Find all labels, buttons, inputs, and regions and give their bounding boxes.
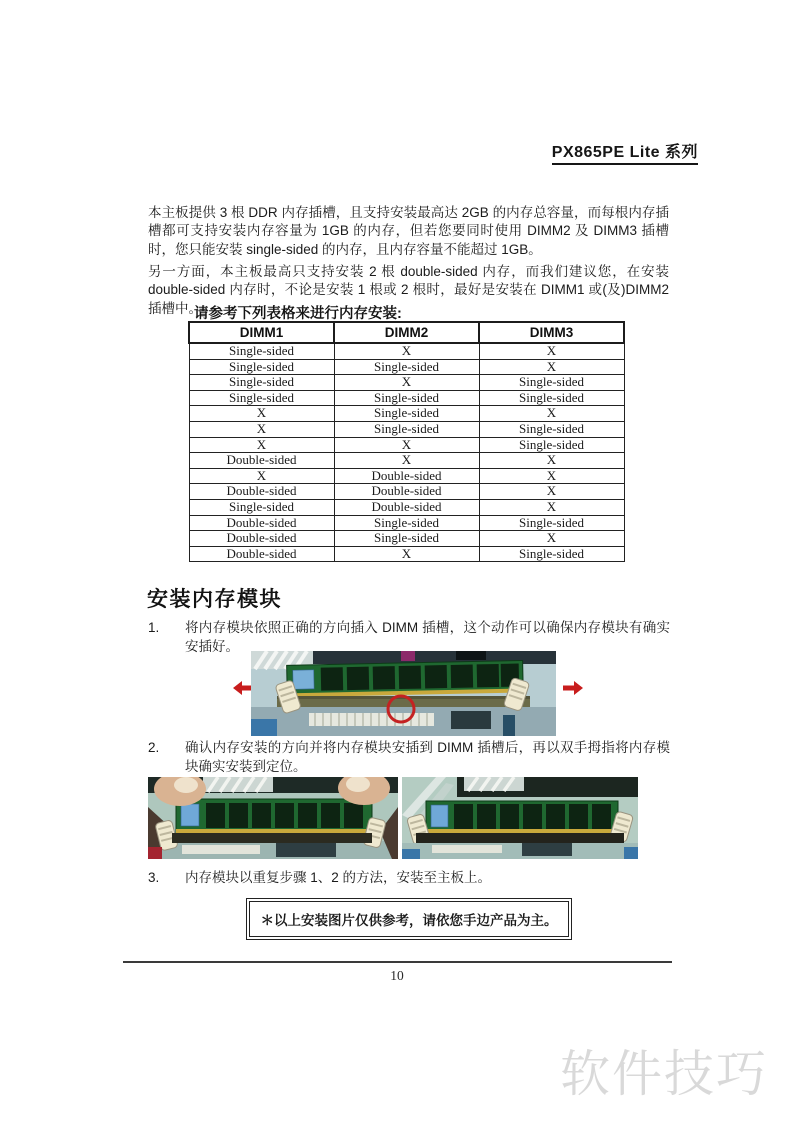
table-cell: X [189, 437, 334, 453]
table-cell: X [189, 406, 334, 422]
table-cell: X [334, 453, 479, 469]
table-cell: Single-sided [189, 359, 334, 375]
table-cell: Single-sided [334, 531, 479, 547]
install-step-3 [148, 869, 670, 888]
column-header: DIMM2 [334, 322, 479, 343]
step1-photo-block [233, 651, 583, 736]
table-cell: X [334, 375, 479, 391]
table-cell: Single-sided [189, 375, 334, 391]
table-body [189, 343, 624, 562]
table-cell: Single-sided [334, 421, 479, 437]
step-number: 2. [148, 740, 160, 755]
table-cell: Double-sided [189, 484, 334, 500]
table-row [189, 531, 624, 547]
ram-module [176, 799, 372, 833]
table-cell: X [479, 499, 624, 515]
table-cell: X [334, 546, 479, 562]
table-cell: Single-sided [479, 546, 624, 562]
column-header: DIMM1 [189, 322, 334, 343]
table-cell: Single-sided [479, 515, 624, 531]
table-row [189, 421, 624, 437]
table-row [189, 453, 624, 469]
step2-photo-right [402, 777, 638, 859]
table-cell: Single-sided [334, 390, 479, 406]
step1-photo [251, 651, 556, 736]
intro-paragraph-1: 本主板提供 3 根 DDR 内存插槽，且支持安装最高达 2GB 的内存总容量，而每根内存插槽都可支持安装内存容量为 1GB 的内存，但若您要同时使用 DIMM2 及 DIMM3 插槽时，您只能安装 single-sided 的内存，且内存容量不能超过 1GB。 [148, 204, 669, 257]
table-cell: Double-sided [189, 546, 334, 562]
table-cell: X [189, 421, 334, 437]
table-caption: 请参考下列表格来进行内存安装: [194, 306, 402, 322]
step-number: 3. [148, 870, 160, 885]
page-title: PX865PE Lite 系列 [552, 139, 698, 165]
table-cell: Single-sided [334, 515, 479, 531]
step-text: 将内存模块依照正确的方向插入 DIMM 插槽，这个动作可以确保内存模块有确实安插好。 [185, 620, 670, 654]
table-row [189, 515, 624, 531]
table-cell: X [479, 484, 624, 500]
table-cell: Double-sided [189, 515, 334, 531]
step-text: 内存模块以重复步骤 1、2 的方法，安装至主板上。 [185, 870, 492, 885]
column-header: DIMM3 [479, 322, 624, 343]
watermark-text: 软件技巧 [560, 1046, 768, 1102]
table-cell: X [479, 468, 624, 484]
arrow-right-icon [563, 681, 583, 695]
table-cell: X [479, 453, 624, 469]
table-row [189, 546, 624, 562]
table-cell: Double-sided [189, 453, 334, 469]
page-number: 10 [390, 968, 404, 983]
table-row [189, 484, 624, 500]
arrow-left-icon [233, 681, 253, 695]
memory-config-table [188, 321, 625, 562]
table-cell: Single-sided [189, 499, 334, 515]
table-row [189, 499, 624, 515]
section-title: 安装内存模块 [147, 588, 282, 611]
table-cell: X [189, 468, 334, 484]
table-row [189, 406, 624, 422]
table-cell: X [479, 531, 624, 547]
table-row [189, 390, 624, 406]
table-cell: X [479, 343, 624, 359]
table-cell: Single-sided [334, 406, 479, 422]
reference-note-box [246, 898, 572, 940]
table-cell: Single-sided [189, 390, 334, 406]
ram-module [287, 660, 524, 697]
step2-photo-left [148, 777, 398, 859]
install-step-2 [148, 739, 670, 776]
intro-paragraph-2: 另一方面，本主板最高只支持安装 2 根 double-sided 内存，而我们建议您，在安装 double-sided 内存时，不论是安装 1 根或 2 根时，最好是安装在 DIMM1 或(及)DIMM2 插槽中。 [148, 263, 669, 316]
table-cell: X [479, 359, 624, 375]
table-row [189, 437, 624, 453]
table-cell: X [334, 437, 479, 453]
table-cell: Single-sided [334, 359, 479, 375]
footer-divider [123, 961, 672, 963]
table-cell: Single-sided [479, 421, 624, 437]
table-cell: Single-sided [189, 343, 334, 359]
table-cell: Double-sided [334, 484, 479, 500]
step-text: 确认内存安装的方向并将内存模块安插到 DIMM 插槽后，再以双手拇指将内存模块确实安装到定位。 [185, 740, 670, 774]
table-header-row [189, 322, 624, 343]
table-row [189, 468, 624, 484]
table-cell: Double-sided [334, 468, 479, 484]
table-cell: Single-sided [479, 390, 624, 406]
step-number: 1. [148, 620, 160, 635]
table-cell: X [334, 343, 479, 359]
table-cell: Double-sided [334, 499, 479, 515]
table-row [189, 375, 624, 391]
table-cell: Single-sided [479, 375, 624, 391]
ram-module [426, 801, 618, 833]
reference-note-text: ＊以上安装图片仅供参考，请依您手边产品为主。 [249, 901, 569, 937]
table-row [189, 343, 624, 359]
table-cell: X [479, 406, 624, 422]
table-cell: Single-sided [479, 437, 624, 453]
table-row [189, 359, 624, 375]
table-cell: Double-sided [189, 531, 334, 547]
